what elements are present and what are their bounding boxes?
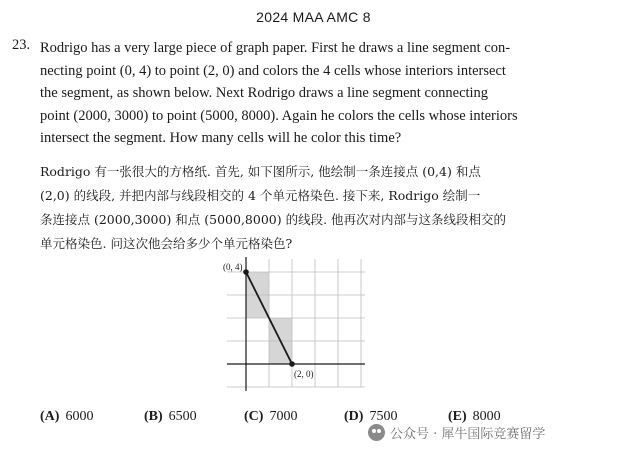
choice-value: 7000	[269, 409, 298, 424]
chinese-line: Rodrigo 有一张很大的方格纸. 首先, 如下图所示, 他绘制一条连接点 (0,4) 和点	[40, 164, 481, 179]
exam-title: 2024 MAA AMC 8	[256, 9, 371, 25]
english-line: point (2000, 3000) to point (5000, 8000). Again he colors the cells whose interiors	[40, 107, 518, 124]
watermark	[368, 420, 545, 444]
english-line: intersect the segment. How many cells will he color this time?	[40, 130, 402, 146]
endpoint-bottom	[289, 361, 295, 367]
grid-figure	[205, 251, 375, 401]
shaded-cell	[246, 295, 269, 318]
shaded-cell	[269, 318, 292, 341]
label-point-bottom: (2, 0)	[294, 369, 314, 379]
chinese-line: (2,0) 的线段, 并把内部与线段相交的 4 个单元格染色. 接下来, Rodrigo 绘制一	[40, 188, 481, 203]
choice-a[interactable]	[40, 409, 93, 425]
choice-value: 8000	[472, 409, 501, 424]
chinese-line: 条连接点 (2000,3000) 和点 (5000,8000) 的线段. 他再次对内部与这条线段相交的	[40, 212, 507, 227]
english-line: the segment, as shown below. Next Rodrigo draws a line segment connecting	[40, 85, 489, 101]
watermark-text: 公众号 · 犀牛国际竞赛留学	[390, 426, 546, 442]
choice-letter: (A)	[40, 409, 60, 424]
wechat-icon	[368, 424, 385, 441]
endpoint-top	[243, 269, 249, 275]
shaded-cell	[269, 341, 292, 364]
choice-letter: (C)	[244, 409, 264, 424]
choice-value: 6500	[168, 409, 197, 424]
choice-b[interactable]	[144, 409, 197, 425]
english-line: Rodrigo has a very large piece of graph paper. First he draws a line segment con-	[40, 40, 511, 56]
choice-letter: (E)	[448, 409, 467, 424]
label-point-top: (0, 4)	[223, 262, 243, 272]
problem-number: 23.	[12, 37, 31, 53]
english-line: necting point (0, 4) to point (2, 0) and colors the 4 cells whose interiors intersect	[40, 62, 506, 79]
choice-letter: (B)	[144, 409, 163, 424]
problem-text-chinese	[40, 160, 570, 256]
choice-value: 6000	[65, 409, 94, 424]
choice-value: 7500	[369, 409, 398, 424]
grid-diagram	[205, 251, 375, 396]
chinese-line: 单元格染色. 问这次他会给多少个单元格染色?	[40, 236, 293, 251]
choice-letter: (D)	[344, 409, 364, 424]
shaded-cell	[246, 272, 269, 295]
problem-text-english	[40, 37, 560, 150]
choice-c[interactable]	[244, 409, 297, 425]
